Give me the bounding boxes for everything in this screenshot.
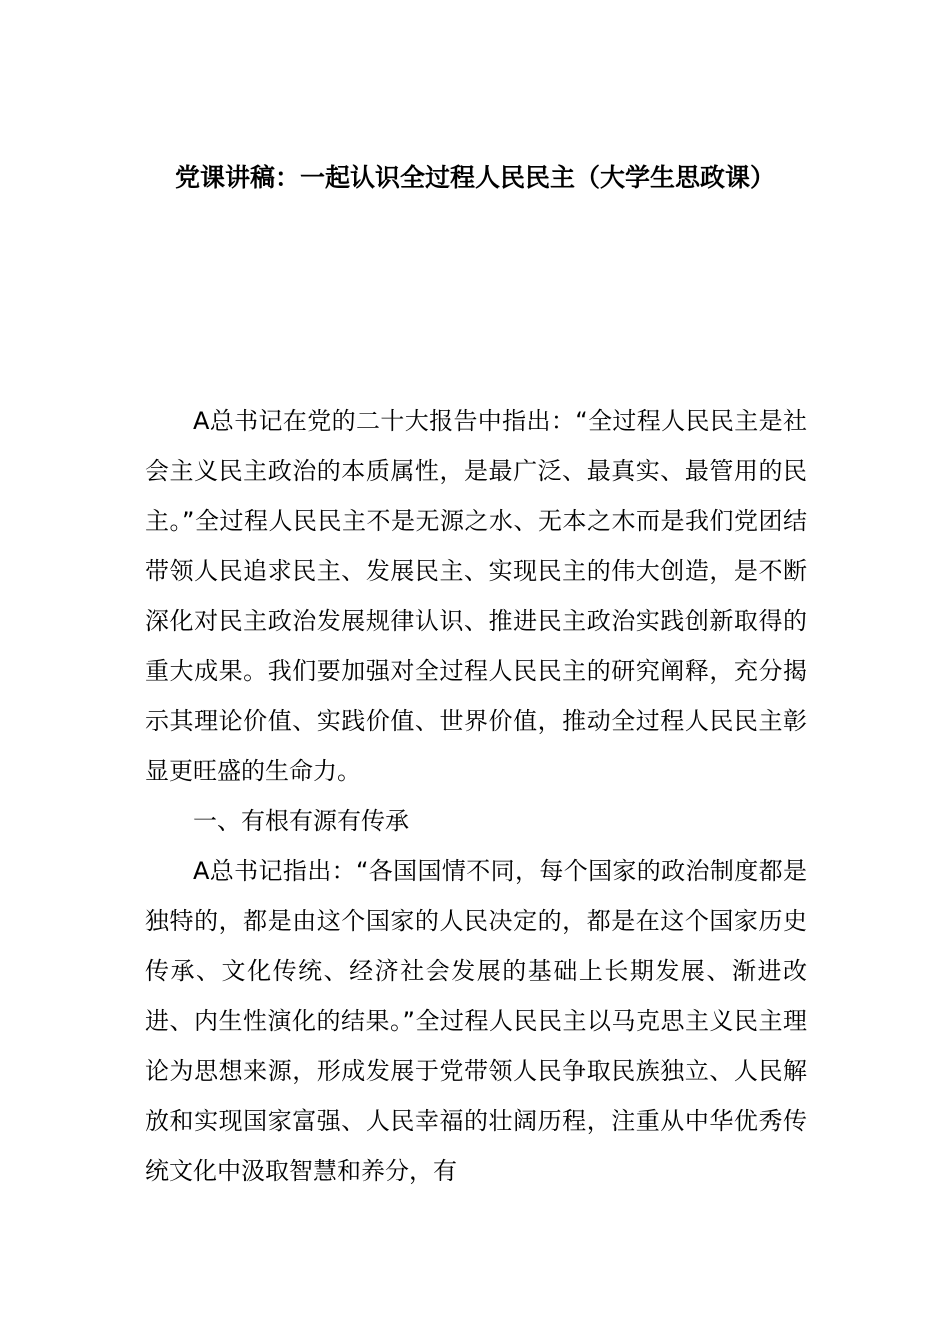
document-body — [145, 396, 807, 1196]
intro-paragraph: A总书记在党的二十大报告中指出：“全过程人民民主是社会主义民主政治的本质属性，是最广泛、最真实、最管用的民主。”全过程人民民主不是无源之水、无本之木而是我们党团结带领人民追求民主、发展民主、实现民主的伟大创造，是不断深化对民主政治发展规律认识、推进民主政治实践创新取得的重大成果。我们要加强对全过程人民民主的研究阐释，充分揭示其理论价值、实践价值、世界价值，推动全过程人民民主彰显更旺盛的生命力。 — [145, 407, 807, 785]
section-heading: 一、有根有源有传承 — [193, 807, 409, 835]
section-paragraph: A总书记指出：“各国国情不同，每个国家的政治制度都是独特的，都是由这个国家的人民决定的，都是在这个国家历史传承、文化传统、经济社会发展的基础上长期发展、渐进改进、内生性演化的结果。”全过程人民民主以马克思主义民主理论为思想来源，形成发展于党带领人民争取民族独立、人民解放和实现国家富强、人民幸福的壮阔历程，注重从中华优秀传统文化中汲取智慧和养分，有 — [145, 857, 807, 1185]
document-title: 党课讲稿：一起认识全过程人民民主（大学生思政课） — [174, 163, 775, 192]
